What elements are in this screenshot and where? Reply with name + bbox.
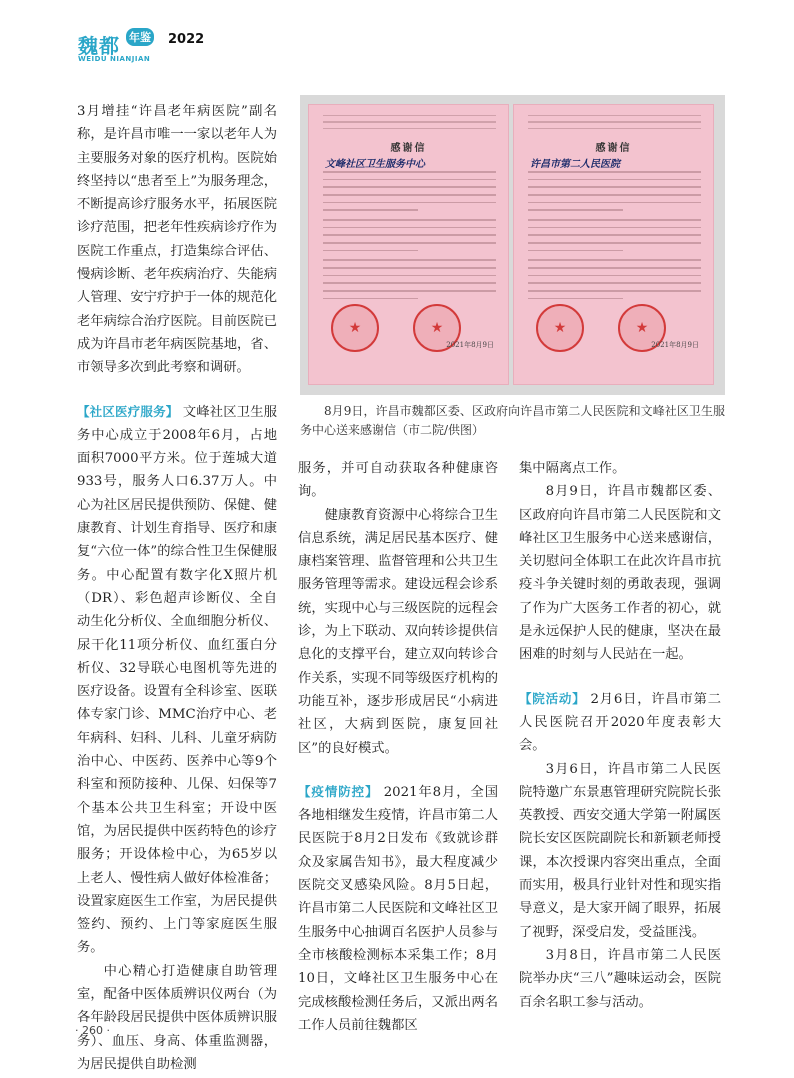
thank-you-letters-photo xyxy=(300,95,725,395)
masthead xyxy=(78,26,238,70)
paragraph-community-service: 【社区医疗服务】 文峰社区卫生服务中心成立于2008年6月，占地面积7000平方米。位于莲城大道933号，服务人口6.37万人。中心为社区居民提供预防、保健、健康教育、计划生育指导、医疗和康复“六位一体”的综合性卫生保健服务。中心配置有数字化X照片机（DR）、彩色超声诊断仪、全自动生化分析仪、全血细胞分析仪、尿干化11项分析仪、血红蛋白分析仪、32导联心电图机等先进的医疗设备。设置有全科诊室、医联体专家门诊、MMC治疗中心、老年病科、妇科、儿科、儿童牙病防治中心、中医药、医养中心等9个科室和预防接种、儿保、妇保等7个基本公共卫生科室；开设中医馆，为居民提供中医药特色的诊疗服务；开设体检中心，为65岁以上老人、慢性病人做好体检准备；设置家庭医生工作室，为居民提供签约、预约、上门等家庭医生服务。 xyxy=(77,403,277,956)
masthead-logo: 魏都 xyxy=(78,34,120,58)
paragraph-epidemic-control: 【疫情防控】 2021年8月，全国各地相继发生疫情，许昌市第二人民医院于8月2日发布《致就诊群众及家属告知书》，最大程度减少医院交叉感染风险。8月5日起，许昌市第二人民医院和文峰社区卫生服务中心抽调百名医护人员参与全市核酸检测标本采集工作；8月10日，文峰社区卫生服务中心在完成核酸检测任务后，又派出两名工作人员前往魏都区 xyxy=(298,783,498,1033)
paragraph: 8月9日，许昌市魏都区委、区政府向许昌市第二人民医院和文峰社区卫生服务中心送来感谢信，关切慰问全体职工在此次许昌市抗疫斗争关键时刻的勇敢表现，强调了作为广大医务工作者的初心，就是永远保护人民的健康，坚决在最困难的时刻与人民站在一起。 xyxy=(519,484,721,663)
paragraph: 3月6日，许昌市第二人民医院特邀广东景惠管理研究院院长张英教授、西安交通大学第一附属医院长安区医院副院长和新颖老师授课，本次授课内容突出重点，全面而实用，极具行业针对性和现实指导意义，是大家开阔了眼界，拓展了视野，深受启发，受益匪浅。 xyxy=(519,761,721,940)
red-seal-icon xyxy=(536,304,584,352)
thank-you-letter-right xyxy=(513,104,714,385)
section-tag: 【社区医疗服务】 xyxy=(77,403,179,419)
photo-caption: 8月9日，许昌市魏都区委、区政府向许昌市第二人民医院和文峰社区卫生服务中心送来感谢信（市二院/供图） xyxy=(300,404,725,437)
column-right xyxy=(519,457,721,1014)
thank-you-letter-left xyxy=(308,104,509,385)
paragraph: 中心精心打造健康自助管理室，配备中医体质辨识仪两台（为各年龄段居民提供中医体质辨识服务）、血压、身高、体重监测器，为居民提供自助检测 xyxy=(77,963,277,1072)
paragraph: 3月增挂“许昌老年病医院”副名称，是许昌市唯一一家以老年人为主要服务对象的医疗机构。医院始终坚持以“患者至上”为服务理念，不断提高诊疗服务水平，拓展医院诊疗范围，把老年性疾病诊疗作为医院工作重点，打造集综合评估、慢病诊断、老年疾病治疗、失能病人管理、安宁疗护于一体的规范化老年病综合治疗医院。目前医院已成为许昌市老年病医院基地，省、市领导多次到此考察和调研。 xyxy=(77,104,277,376)
letter-recipient: 许昌市第二人民医院 xyxy=(530,159,620,170)
letter-title: 感谢信 xyxy=(390,143,427,154)
paragraph-hospital-activities: 【院活动】 2月6日，许昌市第二人民医院召开2020年度表彰大会。 xyxy=(519,690,721,754)
paragraph: 服务，并可自动获取各种健康咨询。 xyxy=(298,461,498,500)
section-tag: 【疫情防控】 xyxy=(298,783,379,799)
paragraph: 集中隔离点工作。 xyxy=(519,461,626,476)
paragraph: 健康教育资源中心将综合卫生信息系统，满足居民基本医疗、健康档案管理、监督管理和公共卫生服务管理等需求。建设远程会诊系统，实现中心与三级医院的远程会诊，为上下联动、双向转诊提供信息化的支撑平台，建立双向转诊合作关系，实现不同等级医疗机构的功能互补，逐步形成居民“小病进社区，大病到医院，康复回社区”的良好模式。 xyxy=(298,507,498,756)
section-tag: 【院活动】 xyxy=(519,690,586,706)
masthead-year: 2022 xyxy=(168,32,205,47)
column-left xyxy=(77,100,277,1076)
masthead-badge: 年鉴 xyxy=(126,28,154,46)
masthead-subtitle: WEIDU NIANJIAN xyxy=(78,55,151,63)
letter-date: 2021年8月9日 xyxy=(446,341,494,349)
letter-title: 感谢信 xyxy=(595,143,632,154)
red-seal-icon xyxy=(331,304,379,352)
column-middle xyxy=(298,457,498,1037)
letter-recipient: 文峰社区卫生服务中心 xyxy=(325,159,425,170)
page-number: · 260 · xyxy=(75,1024,110,1037)
paragraph: 3月8日，许昌市第二人民医院举办庆“三八”趣味运动会，医院百余名职工参与活动。 xyxy=(519,947,721,1010)
letter-date: 2021年8月9日 xyxy=(651,341,699,349)
